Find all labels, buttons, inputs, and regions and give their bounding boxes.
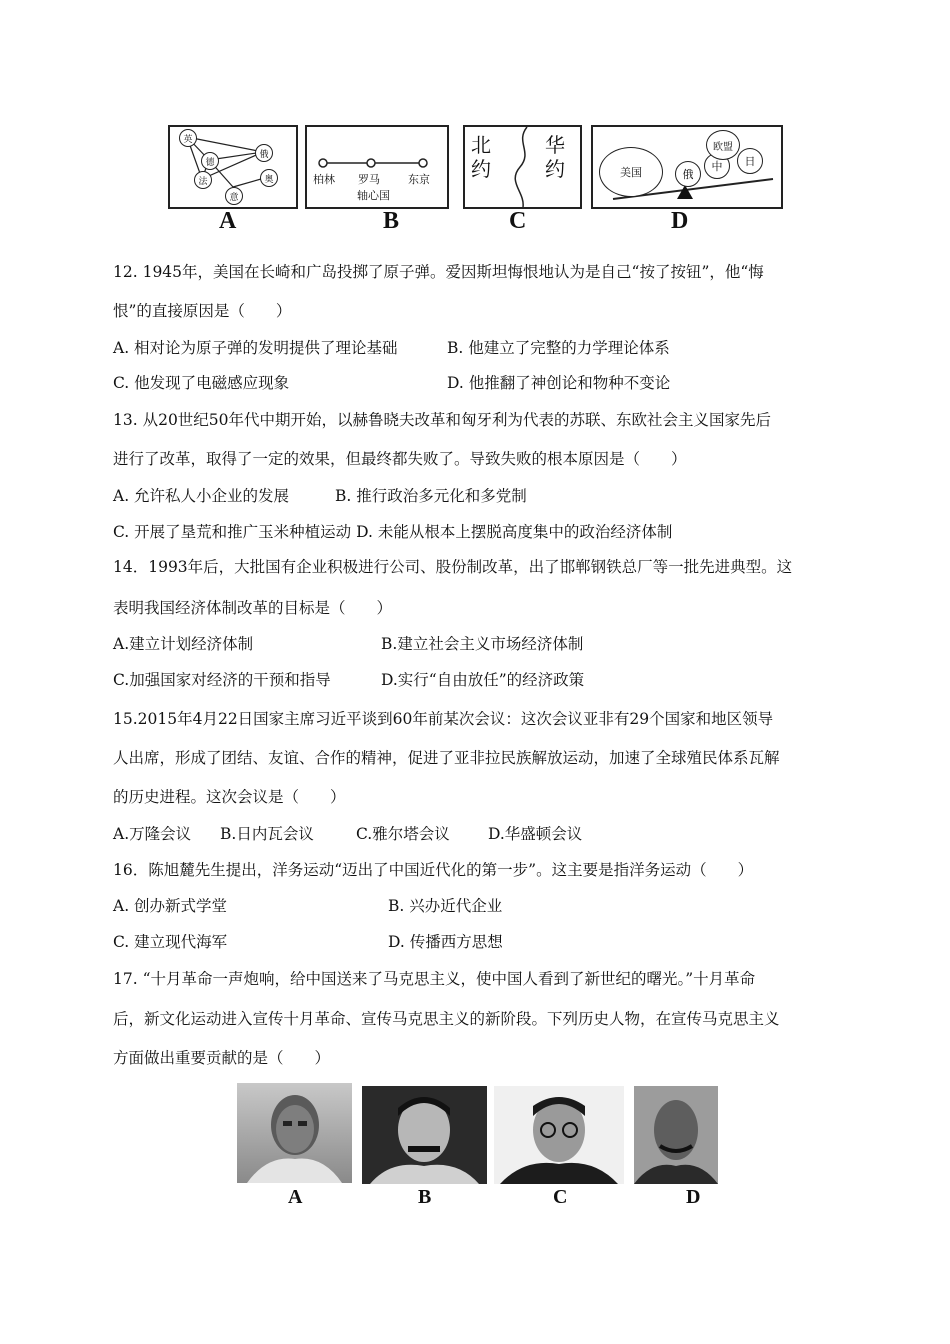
photo-label-a: A [288,1186,303,1208]
portrait-a [237,1083,352,1183]
photo-label-c: C [553,1186,568,1208]
q12-option-a[interactable]: A. 相对论为原子弹的发明提供了理论基础 [113,339,398,357]
figure-c-box [463,125,582,209]
figure-b-box [305,125,449,209]
q12-option-d[interactable]: D. 他推翻了神创论和物种不变论 [447,374,671,392]
china-circle: 中 [704,153,730,179]
city-rome: 罗马 [358,173,380,186]
portrait-b [362,1086,487,1184]
node-austria: 奥 [260,169,278,187]
warsaw-label: 华约 [545,133,565,181]
q16-stem-line1: 16．陈旭麓先生提出，洋务运动“迈出了中国近代化的第一步”。这主要是指洋务运动（ ） [113,861,754,879]
q17-stem-line1: 17. “十月革命一声炮响，给中国送来了马克思主义，使中国人看到了新世纪的曙光。”十月革命 [113,970,756,988]
q13-options-row2[interactable]: C. 开展了垦荒和推广玉米种植运动 D. 未能从根本上摆脱高度集中的政治经济体制 [113,523,673,541]
q12-stem-line1: 12. 1945年，美国在长崎和广岛投掷了原子弹。爱因斯坦悔恨地认为是自己“按了按钮”，他“悔 [113,263,764,281]
portrait-d-image [634,1086,718,1184]
photo-label-b: B [418,1186,432,1208]
q16-option-d[interactable]: D. 传播西方思想 [388,933,503,951]
q15-stem-line3: 的历史进程。这次会议是（ ） [113,788,346,806]
figure-a-box [168,125,298,209]
q12-option-b[interactable]: B. 他建立了完整的力学理论体系 [447,339,670,357]
q14-option-b[interactable]: B.建立社会主义市场经济体制 [381,635,584,653]
q17-stem-line3: 方面做出重要贡献的是（ ） [113,1049,331,1067]
portrait-b-image [362,1086,487,1184]
city-berlin: 柏林 [313,173,335,186]
photo-label-d: D [686,1186,701,1208]
q14-stem-line1: 14．1993年后，大批国有企业积极进行公司、股份制改革，出了邯郸钢铁总厂等一批先进典型。这 [113,558,793,576]
q15-stem-line1: 15.2015年4月22日国家主席习近平谈到60年前某次会议：这次会议亚非有29个国家和地区领导 [113,710,774,728]
figure-label-b: B [383,208,400,234]
russia-circle: 俄 [675,161,701,187]
portrait-d [634,1086,718,1184]
city-tokyo: 东京 [408,173,430,186]
q14-stem-line2: 表明我国经济体制改革的目标是（ ） [113,599,393,617]
q16-option-a[interactable]: A. 创办新式学堂 [113,897,228,915]
q14-option-c[interactable]: C.加强国家对经济的干预和指导 [113,671,331,689]
q14-option-a[interactable]: A.建立计划经济体制 [113,635,254,653]
q16-option-c[interactable]: C. 建立现代海军 [113,933,228,951]
q14-option-d[interactable]: D.实行“自由放任”的经济政策 [381,671,585,689]
figure-label-d: D [671,208,689,234]
node-russia: 俄 [255,144,273,162]
portrait-c-image [494,1086,624,1184]
japan-circle: 日 [737,148,763,174]
q16-option-b[interactable]: B. 兴办近代企业 [388,897,503,915]
figure-d-box [591,125,783,209]
q13-stem-line1: 13. 从20世纪50年代中期开始，以赫鲁晓夫改革和匈牙利为代表的苏联、东欧社会主义国家先后 [113,411,772,429]
q12-stem-line2: 恨”的直接原因是（ ） [113,302,292,320]
q13-option-a[interactable]: A. 允许私人小企业的发展 [113,487,290,505]
eu-circle: 欧盟 [706,130,740,160]
portrait-a-image [237,1083,352,1183]
node-france: 法 [194,171,212,189]
nato-label: 北约 [471,133,491,181]
q15-option-c[interactable]: C.雅尔塔会议 [356,825,450,843]
node-uk: 英 [179,129,197,147]
axis-caption: 轴心国 [357,189,390,202]
q17-stem-line2: 后，新文化运动进入宣传十月革命、宣传马克思主义的新阶段。下列历史人物，在宣传马克思主义 [113,1010,780,1028]
q13-stem-line2: 进行了改革，取得了一定的效果，但最终都失败了。导致失败的根本原因是（ ） [113,450,687,468]
q15-option-a[interactable]: A.万隆会议 [113,825,192,843]
node-germany: 德 [201,152,219,170]
q15-stem-line2: 人出席，形成了团结、友谊、合作的精神，促进了亚非拉民族解放运动，加速了全球殖民体系瓦解 [113,749,780,767]
node-italy: 意 [225,187,243,205]
q12-option-c[interactable]: C. 他发现了电磁感应现象 [113,374,290,392]
q13-option-b[interactable]: B. 推行政治多元化和多党制 [335,487,527,505]
usa-circle: 美国 [599,147,663,197]
figure-label-c: C [509,208,527,234]
figure-label-a: A [219,208,237,234]
q15-option-b[interactable]: B.日内瓦会议 [220,825,314,843]
portrait-c [494,1086,624,1184]
q15-option-d[interactable]: D.华盛顿会议 [488,825,583,843]
